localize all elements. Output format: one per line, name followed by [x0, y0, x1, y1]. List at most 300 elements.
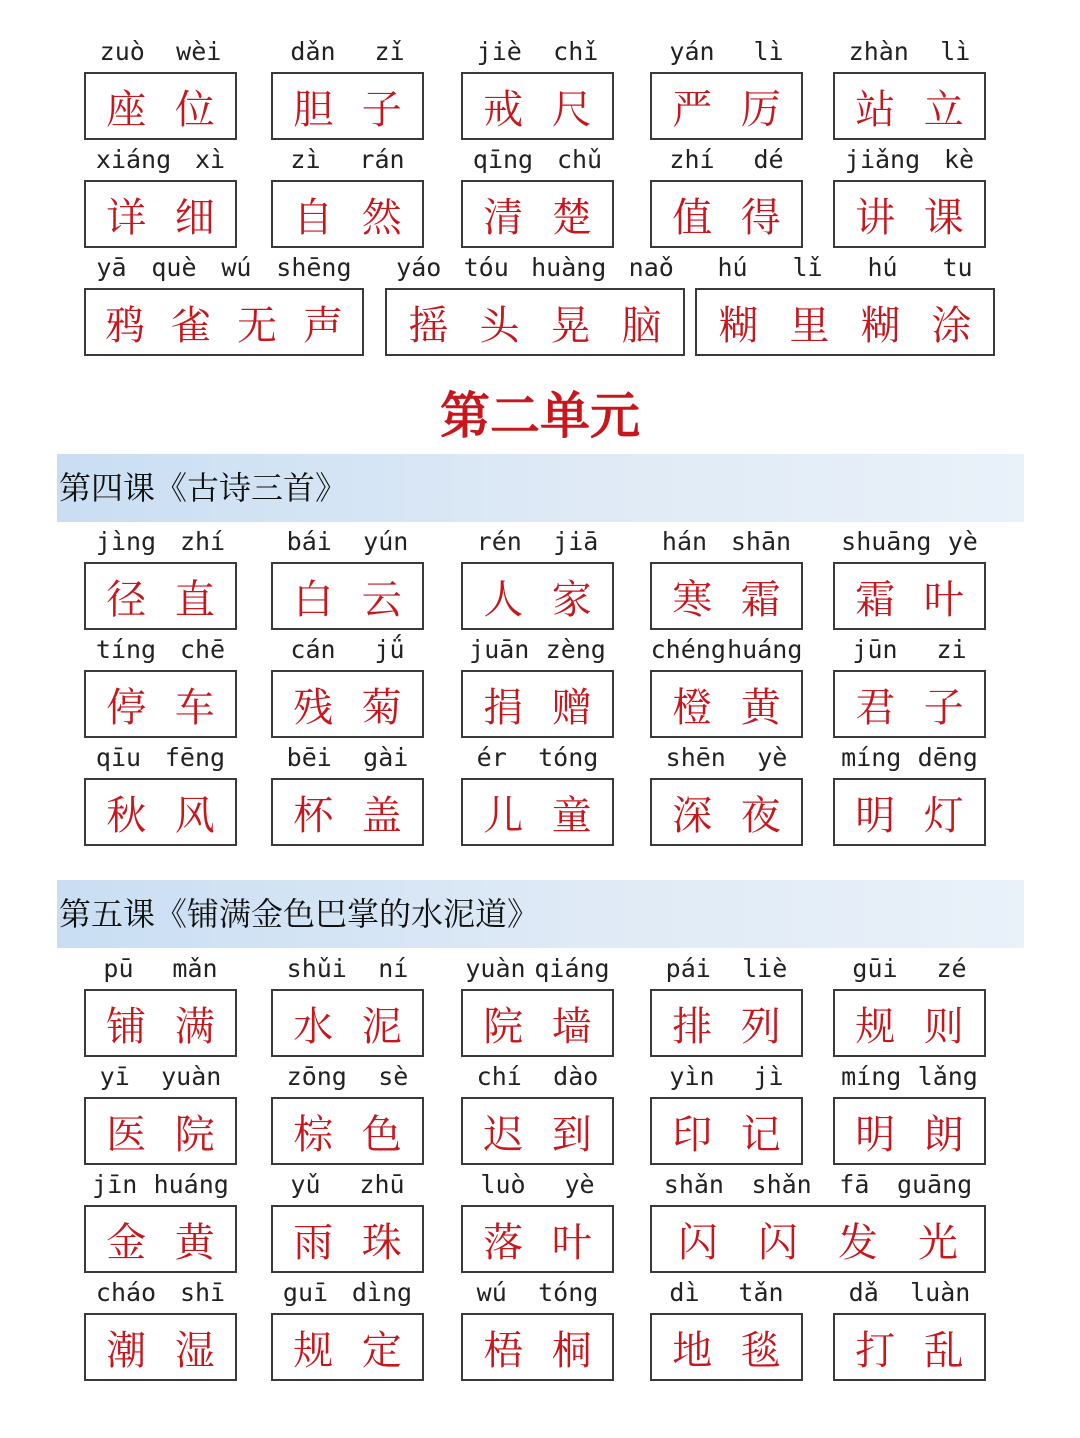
hanzi-char: 朗 [923, 1111, 964, 1158]
pinyin-syllable: qīng [472, 145, 534, 174]
hanzi-char: 深 [672, 792, 713, 839]
pinyin-row [650, 1061, 803, 1091]
hanzi-char: 讲 [855, 194, 896, 241]
pinyin-syllable: tíng [95, 635, 157, 664]
hanzi-char: 声 [303, 302, 343, 349]
hanzi-box [271, 180, 424, 248]
lesson5-title: 第五课《铺满金色巴掌的水泥道》 [57, 880, 1024, 948]
hanzi-box [833, 670, 986, 738]
pinyin-row [833, 634, 986, 664]
hanzi-char: 云 [361, 576, 402, 623]
pinyin-row [84, 526, 237, 556]
pinyin-syllable: huáng [727, 635, 803, 664]
pinyin-syllable: pū [103, 954, 134, 983]
hanzi-box [461, 1205, 614, 1273]
hanzi-box [461, 1313, 614, 1381]
pinyin-syllable: ní [378, 954, 409, 983]
hanzi-char: 杯 [293, 792, 334, 839]
pinyin-row [271, 1277, 424, 1307]
hanzi-char: 满 [174, 1003, 215, 1050]
pinyin-row [84, 252, 364, 282]
hanzi-char: 秋 [106, 792, 147, 839]
hanzi-char: 发 [838, 1219, 878, 1266]
hanzi-box [84, 72, 237, 140]
hanzi-box [833, 562, 986, 630]
hanzi-char: 赠 [551, 684, 592, 731]
hanzi-char: 规 [293, 1327, 334, 1374]
hanzi-box [650, 72, 803, 140]
pinyin-row [84, 953, 237, 983]
pinyin-syllable: dǎn [290, 37, 336, 66]
hanzi-char: 则 [923, 1003, 964, 1050]
vocab-word [833, 1277, 986, 1383]
pinyin-syllable: lì [940, 37, 971, 66]
pinyin-syllable: jiǎng [844, 145, 921, 174]
hanzi-box [695, 288, 995, 356]
pinyin-row [84, 1277, 237, 1307]
hanzi-box [833, 778, 986, 846]
hanzi-char: 珠 [361, 1219, 402, 1266]
pinyin-syllable: chǔ [556, 145, 603, 174]
vocab-word [833, 144, 986, 250]
pinyin-syllable: yuàn [465, 954, 526, 983]
pinyin-syllable: zèng [545, 635, 606, 664]
hanzi-char: 位 [174, 86, 215, 133]
hanzi-char: 自 [293, 194, 334, 241]
pinyin-row [833, 526, 986, 556]
vocab-word [461, 953, 614, 1059]
hanzi-char: 色 [361, 1111, 402, 1158]
pinyin-row [833, 742, 986, 772]
pinyin-syllable: shuāng [841, 527, 932, 556]
vocab-word [833, 953, 986, 1059]
hanzi-box [271, 1205, 424, 1273]
vocab-word [461, 634, 614, 740]
pinyin-row [84, 634, 237, 664]
pinyin-syllable: hú [867, 253, 898, 282]
pinyin-syllable: dēng [917, 743, 978, 772]
pinyin-syllable: hán [661, 527, 708, 556]
hanzi-char: 人 [483, 576, 524, 623]
hanzi-char: 梧 [483, 1327, 524, 1374]
hanzi-box [833, 989, 986, 1057]
vocab-word [84, 1061, 237, 1167]
pinyin-syllable: jìng [95, 527, 157, 556]
hanzi-char: 院 [483, 1003, 524, 1050]
hanzi-char: 风 [174, 792, 215, 839]
pinyin-syllable: wèi [176, 37, 222, 66]
hanzi-box [84, 562, 237, 630]
hanzi-char: 楚 [551, 194, 592, 241]
pinyin-row [385, 252, 685, 282]
pinyin-syllable: juān [469, 635, 530, 664]
vocab-word [650, 1061, 803, 1167]
pinyin-syllable: tu [942, 253, 973, 282]
pinyin-row [833, 1277, 986, 1307]
hanzi-box [84, 989, 237, 1057]
hanzi-char: 墙 [551, 1003, 592, 1050]
hanzi-char: 橙 [672, 684, 713, 731]
hanzi-char: 头 [479, 302, 520, 349]
hanzi-box [385, 288, 685, 356]
vocab-word [84, 742, 237, 848]
hanzi-box [84, 288, 364, 356]
vocab-word [271, 1169, 424, 1275]
vocab-word [650, 1169, 986, 1275]
hanzi-char: 严 [672, 86, 713, 133]
pinyin-row [84, 1061, 237, 1091]
pinyin-syllable: zhàn [848, 37, 909, 66]
pinyin-syllable: yán [669, 37, 715, 66]
pinyin-syllable: dǎ [848, 1278, 879, 1307]
vocab-word [84, 634, 237, 740]
vocab-word [84, 252, 364, 358]
pinyin-syllable: chē [179, 635, 226, 664]
hanzi-char: 清 [483, 194, 524, 241]
hanzi-char: 脑 [621, 302, 662, 349]
hanzi-box [84, 670, 237, 738]
hanzi-char: 夜 [740, 792, 781, 839]
hanzi-char: 厉 [740, 86, 781, 133]
hanzi-char: 闪 [678, 1219, 718, 1266]
hanzi-box [271, 1313, 424, 1381]
hanzi-char: 糊 [718, 302, 759, 349]
hanzi-char: 定 [361, 1327, 402, 1374]
vocab-word [833, 742, 986, 848]
hanzi-char: 迟 [483, 1111, 524, 1158]
pinyin-row [461, 742, 614, 772]
hanzi-char: 黄 [740, 684, 781, 731]
pinyin-syllable: shǎn [663, 1170, 724, 1199]
hanzi-char: 湿 [174, 1327, 215, 1374]
hanzi-char: 毯 [740, 1327, 781, 1374]
pinyin-syllable: dé [753, 145, 784, 174]
pinyin-syllable: hú [717, 253, 748, 282]
pinyin-row [650, 634, 803, 664]
hanzi-char: 菊 [361, 684, 402, 731]
hanzi-char: 院 [174, 1111, 215, 1158]
pinyin-syllable: gài [363, 743, 409, 772]
hanzi-box [84, 778, 237, 846]
hanzi-char: 捐 [483, 684, 524, 731]
hanzi-char: 详 [106, 194, 147, 241]
pinyin-syllable: jiè [476, 37, 522, 66]
hanzi-char: 鸦 [105, 302, 145, 349]
pinyin-syllable: huàng [531, 253, 607, 282]
vocab-word [695, 252, 995, 358]
hanzi-char: 记 [740, 1111, 781, 1158]
hanzi-box [833, 72, 986, 140]
vocab-word [271, 634, 424, 740]
vocab-word [833, 526, 986, 632]
pinyin-row [650, 36, 803, 66]
pinyin-row [833, 36, 986, 66]
pinyin-row [461, 1061, 614, 1091]
pinyin-syllable: míng [841, 1062, 902, 1091]
hanzi-char: 印 [672, 1111, 713, 1158]
pinyin-row [461, 526, 614, 556]
pinyin-syllable: zhí [179, 527, 226, 556]
hanzi-char: 细 [174, 194, 215, 241]
hanzi-char: 寒 [672, 576, 713, 623]
pinyin-syllable: yè [757, 743, 788, 772]
hanzi-char: 乱 [923, 1327, 964, 1374]
pinyin-syllable: yǔ [290, 1170, 321, 1199]
pinyin-syllable: jīn [92, 1170, 138, 1199]
hanzi-char: 光 [918, 1219, 958, 1266]
hanzi-char: 盖 [361, 792, 402, 839]
vocab-word [650, 742, 803, 848]
hanzi-char: 雨 [293, 1219, 334, 1266]
vocab-word [650, 526, 803, 632]
hanzi-char: 家 [551, 576, 592, 623]
pinyin-syllable: chǐ [553, 37, 599, 66]
hanzi-char: 车 [174, 684, 215, 731]
pinyin-row [461, 144, 614, 174]
hanzi-box [650, 562, 803, 630]
pinyin-syllable: tóng [538, 1278, 599, 1307]
pinyin-syllable: zuò [99, 37, 145, 66]
pinyin-row [833, 953, 986, 983]
vocab-word [461, 1061, 614, 1167]
hanzi-char: 叶 [923, 576, 964, 623]
pinyin-row [271, 742, 424, 772]
pinyin-row [84, 1169, 237, 1199]
pinyin-syllable: ér [476, 743, 507, 772]
pinyin-syllable: luàn [910, 1278, 971, 1307]
vocab-word [650, 634, 803, 740]
pinyin-syllable: fēng [164, 743, 226, 772]
pinyin-row [271, 526, 424, 556]
pinyin-syllable: shān [730, 527, 792, 556]
pinyin-syllable: yā [96, 253, 127, 282]
hanzi-box [271, 72, 424, 140]
hanzi-box [84, 1097, 237, 1165]
hanzi-char: 潮 [106, 1327, 147, 1374]
pinyin-syllable: lǎng [917, 1062, 978, 1091]
pinyin-syllable: tóng [538, 743, 599, 772]
pinyin-syllable: yuàn [161, 1062, 222, 1091]
vocab-word [833, 1061, 986, 1167]
pinyin-syllable: shǎn [751, 1170, 812, 1199]
hanzi-char: 铺 [106, 1003, 147, 1050]
vocab-word [271, 742, 424, 848]
hanzi-char: 霜 [855, 576, 896, 623]
pinyin-row [650, 742, 803, 772]
pinyin-syllable: gūi [852, 954, 898, 983]
pinyin-syllable: jì [753, 1062, 784, 1091]
hanzi-char: 子 [923, 684, 964, 731]
hanzi-box [461, 180, 614, 248]
pinyin-syllable: lì [753, 37, 784, 66]
hanzi-char: 排 [672, 1003, 713, 1050]
pinyin-syllable: wú [476, 1278, 507, 1307]
hanzi-box [650, 1205, 986, 1273]
pinyin-syllable: zé [936, 954, 967, 983]
hanzi-box [461, 989, 614, 1057]
hanzi-char: 涂 [931, 302, 972, 349]
pinyin-row [84, 36, 237, 66]
hanzi-char: 水 [293, 1003, 334, 1050]
vocab-word [650, 144, 803, 250]
pinyin-row [833, 144, 986, 174]
pinyin-syllable: mǎn [172, 954, 218, 983]
hanzi-char: 闪 [758, 1219, 798, 1266]
hanzi-box [461, 1097, 614, 1165]
pinyin-syllable: míng [841, 743, 902, 772]
pinyin-syllable: pái [665, 954, 711, 983]
hanzi-box [650, 778, 803, 846]
pinyin-syllable: xì [194, 145, 226, 174]
pinyin-syllable: chéng [650, 635, 726, 664]
pinyin-syllable: zì [290, 145, 321, 174]
hanzi-char: 停 [106, 684, 147, 731]
hanzi-box [461, 778, 614, 846]
hanzi-char: 明 [855, 792, 896, 839]
hanzi-char: 霜 [740, 576, 781, 623]
pinyin-syllable: zi [936, 635, 967, 664]
hanzi-char: 到 [551, 1111, 592, 1158]
pinyin-syllable: lǐ [792, 253, 823, 282]
vocab-word [271, 953, 424, 1059]
vocab-word [833, 36, 986, 142]
hanzi-box [271, 989, 424, 1057]
pinyin-syllable: kè [943, 145, 975, 174]
hanzi-char: 站 [855, 86, 896, 133]
vocab-word [271, 36, 424, 142]
vocab-word [461, 526, 614, 632]
pinyin-row [461, 36, 614, 66]
hanzi-box [461, 670, 614, 738]
pinyin-syllable: yún [363, 527, 409, 556]
pinyin-row [271, 1169, 424, 1199]
hanzi-char: 尺 [551, 86, 592, 133]
pinyin-row [271, 1061, 424, 1091]
vocab-word [650, 953, 803, 1059]
hanzi-char: 金 [106, 1219, 147, 1266]
vocab-word [833, 634, 986, 740]
hanzi-char: 棕 [293, 1111, 334, 1158]
hanzi-char: 里 [789, 302, 830, 349]
vocab-word [84, 1169, 237, 1275]
hanzi-char: 打 [855, 1327, 896, 1374]
hanzi-char: 得 [740, 194, 781, 241]
pinyin-syllable: rán [359, 145, 405, 174]
lesson4-title: 第四课《古诗三首》 [57, 454, 1024, 522]
vocab-word [271, 144, 424, 250]
pinyin-syllable: luò [480, 1170, 526, 1199]
hanzi-char: 明 [855, 1111, 896, 1158]
hanzi-char: 胆 [293, 86, 334, 133]
hanzi-char: 无 [237, 302, 277, 349]
pinyin-syllable: cán [290, 635, 336, 664]
pinyin-syllable: yáo [396, 253, 442, 282]
pinyin-row [271, 953, 424, 983]
vocab-word [461, 742, 614, 848]
pinyin-row [650, 953, 803, 983]
pinyin-row [271, 36, 424, 66]
hanzi-char: 灯 [923, 792, 964, 839]
pinyin-syllable: liè [742, 954, 788, 983]
vocab-word [84, 144, 237, 250]
hanzi-char: 雀 [171, 302, 211, 349]
hanzi-box [650, 989, 803, 1057]
vocab-word [271, 1061, 424, 1167]
hanzi-char: 叶 [551, 1219, 592, 1266]
hanzi-box [833, 1313, 986, 1381]
vocab-word [461, 1169, 614, 1275]
hanzi-char: 儿 [483, 792, 524, 839]
pinyin-syllable: zōng [286, 1062, 347, 1091]
hanzi-box [271, 562, 424, 630]
pinyin-syllable: cháo [95, 1278, 157, 1307]
pinyin-row [650, 526, 803, 556]
hanzi-char: 直 [174, 576, 215, 623]
hanzi-char: 医 [106, 1111, 147, 1158]
pinyin-syllable: què [151, 253, 197, 282]
pinyin-syllable: xiáng [95, 145, 172, 174]
hanzi-char: 地 [672, 1327, 713, 1374]
hanzi-char: 君 [855, 684, 896, 731]
hanzi-char: 列 [740, 1003, 781, 1050]
hanzi-char: 桐 [551, 1327, 592, 1374]
pinyin-syllable: huáng [153, 1170, 229, 1199]
hanzi-box [84, 180, 237, 248]
hanzi-box [833, 1097, 986, 1165]
pinyin-row [650, 144, 803, 174]
vocab-word [461, 36, 614, 142]
pinyin-row [271, 634, 424, 664]
pinyin-syllable: dì [669, 1278, 700, 1307]
hanzi-char: 残 [293, 684, 334, 731]
vocab-word [271, 526, 424, 632]
hanzi-box [650, 180, 803, 248]
pinyin-syllable: jiā [553, 527, 599, 556]
pinyin-syllable: guī [282, 1278, 329, 1307]
pinyin-row [461, 953, 614, 983]
pinyin-syllable: shēn [665, 743, 726, 772]
pinyin-row [461, 1277, 614, 1307]
pinyin-row [461, 634, 614, 664]
hanzi-box [833, 180, 986, 248]
pinyin-row [461, 1169, 614, 1199]
hanzi-char: 泥 [361, 1003, 402, 1050]
hanzi-char: 然 [361, 194, 402, 241]
hanzi-box [271, 1097, 424, 1165]
hanzi-box [84, 1313, 237, 1381]
pinyin-syllable: tóu [463, 253, 509, 282]
hanzi-char: 白 [293, 576, 334, 623]
pinyin-row [695, 252, 995, 282]
pinyin-syllable: chí [476, 1062, 522, 1091]
hanzi-char: 糊 [860, 302, 901, 349]
vocab-word [385, 252, 685, 358]
hanzi-char: 晃 [550, 302, 591, 349]
pinyin-syllable: yè [564, 1170, 595, 1199]
hanzi-char: 规 [855, 1003, 896, 1050]
hanzi-char: 戒 [483, 86, 524, 133]
pinyin-syllable: bái [286, 527, 332, 556]
pinyin-syllable: zhū [359, 1170, 405, 1199]
hanzi-char: 黄 [174, 1219, 215, 1266]
pinyin-syllable: jūn [852, 635, 898, 664]
pinyin-syllable: naǒ [628, 253, 674, 282]
hanzi-char: 摇 [408, 302, 449, 349]
hanzi-char: 值 [672, 194, 713, 241]
pinyin-row [833, 1061, 986, 1091]
hanzi-box [271, 778, 424, 846]
hanzi-box [650, 670, 803, 738]
